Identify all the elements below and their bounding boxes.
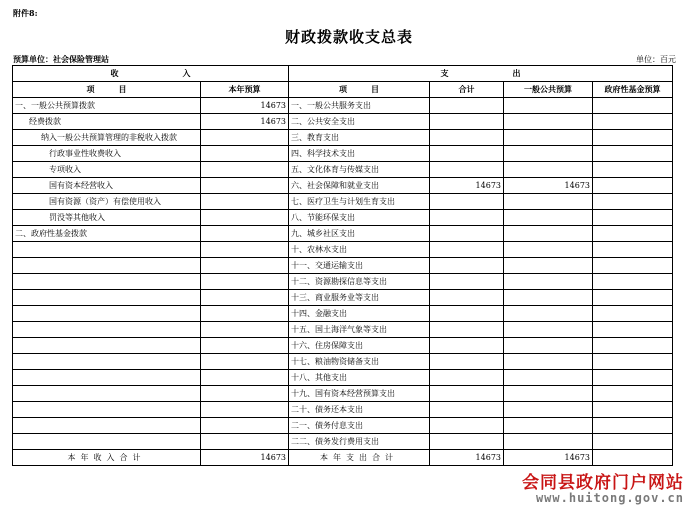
income-item-cell [13, 290, 201, 306]
expense-total-cell [430, 386, 504, 402]
table-row [13, 386, 673, 402]
expense-fund-cell [593, 274, 673, 290]
expense-fund-cell [593, 386, 673, 402]
expense-fund-cell [593, 370, 673, 386]
table-row [13, 178, 673, 194]
table-row [13, 98, 673, 114]
table-row [13, 242, 673, 258]
income-value-cell [201, 418, 289, 434]
expense-general-cell [504, 306, 593, 322]
expense-item-cell: 六、社会保障和就业支出 [289, 178, 430, 194]
income-item-cell: 国有资本经营收入 [13, 178, 201, 194]
expense-fund-cell [593, 226, 673, 242]
income-value-cell [201, 226, 289, 242]
expense-total-cell [430, 210, 504, 226]
income-item-cell [13, 322, 201, 338]
expense-fund-cell [593, 98, 673, 114]
expense-fund-cell [593, 434, 673, 450]
expense-general-cell [504, 290, 593, 306]
header-row-sub [13, 82, 673, 98]
income-value-cell [201, 178, 289, 194]
income-item-cell [13, 306, 201, 322]
income-value-cell [201, 434, 289, 450]
attachment-label: 附件8: [13, 8, 38, 18]
expense-total-label: 本年支出合计 [289, 450, 430, 466]
expense-item-cell: 二、公共安全支出 [289, 114, 430, 130]
income-value-cell [201, 306, 289, 322]
expense-total-cell [430, 402, 504, 418]
page-title: 财政拨款收支总表 [284, 28, 413, 46]
expense-total-cell [430, 418, 504, 434]
expense-item-cell: 十一、交通运输支出 [289, 258, 430, 274]
expense-fund-cell [593, 402, 673, 418]
expense-general-cell [504, 98, 593, 114]
expense-total-cell [430, 370, 504, 386]
expense-fund-cell [593, 210, 673, 226]
income-value-cell [201, 370, 289, 386]
income-item-cell [13, 370, 201, 386]
expense-general-cell [504, 210, 593, 226]
income-value-cell [201, 402, 289, 418]
income-item-cell: 纳入一般公共预算管理的非税收入拨款 [13, 130, 201, 146]
expense-total-cell [430, 306, 504, 322]
expense-general-cell [504, 226, 593, 242]
expense-total-value: 14673 [430, 450, 504, 466]
table-row [13, 130, 673, 146]
expense-item-cell: 二二、债务发行费用支出 [289, 434, 430, 450]
expense-fund-cell [593, 162, 673, 178]
income-value-cell [201, 258, 289, 274]
income-value-cell: 14673 [201, 114, 289, 130]
income-value-cell [201, 290, 289, 306]
income-header: 收 入 [13, 66, 289, 82]
income-value-cell [201, 210, 289, 226]
expense-item-cell: 十六、住房保障支出 [289, 338, 430, 354]
table-row [13, 226, 673, 242]
expense-item-cell: 一、一般公共服务支出 [289, 98, 430, 114]
expense-item-cell: 五、文化体育与传媒支出 [289, 162, 430, 178]
expense-total-cell [430, 98, 504, 114]
expense-general-cell [504, 338, 593, 354]
expense-total-cell [430, 242, 504, 258]
expense-fund-cell [593, 338, 673, 354]
expense-total-cell [430, 354, 504, 370]
income-value-cell [201, 194, 289, 210]
expense-item-cell: 九、城乡社区支出 [289, 226, 430, 242]
expense-total-cell [430, 226, 504, 242]
income-item-cell [13, 338, 201, 354]
expense-total-cell [430, 130, 504, 146]
income-item-cell: 行政事业性收费收入 [13, 146, 201, 162]
income-item-cell [13, 434, 201, 450]
income-value-cell [201, 322, 289, 338]
totals-row [13, 450, 673, 466]
expense-total-cell [430, 322, 504, 338]
total-header: 合计 [430, 82, 504, 98]
budget-unit-label: 预算单位：社会保险管理站 [13, 54, 109, 64]
expense-fund-cell [593, 114, 673, 130]
expense-fund-cell [593, 258, 673, 274]
income-value-cell [201, 354, 289, 370]
watermark-site-name: 会同县政府门户网站 [522, 473, 684, 493]
table-row [13, 258, 673, 274]
income-item-cell [13, 418, 201, 434]
income-item-cell [13, 258, 201, 274]
expense-item-cell: 七、医疗卫生与计划生育支出 [289, 194, 430, 210]
expense-fund-cell [593, 290, 673, 306]
expense-total-cell [430, 274, 504, 290]
expense-item-cell: 八、节能环保支出 [289, 210, 430, 226]
income-value-cell [201, 242, 289, 258]
income-value-cell [201, 162, 289, 178]
expense-item-cell: 十八、其他支出 [289, 370, 430, 386]
expense-general-cell [504, 370, 593, 386]
income-item-cell [13, 354, 201, 370]
income-value-cell [201, 386, 289, 402]
income-item-cell [13, 402, 201, 418]
income-value-cell [201, 274, 289, 290]
expense-fund-cell [593, 354, 673, 370]
expense-item-cell: 十七、粮油物资储备支出 [289, 354, 430, 370]
table-row [13, 194, 673, 210]
income-total-value: 14673 [201, 450, 289, 466]
expense-total-cell [430, 194, 504, 210]
income-item-cell: 国有资源（资产）有偿使用收入 [13, 194, 201, 210]
expense-item-header: 项 目 [289, 82, 430, 98]
expense-header: 支 出 [289, 66, 673, 82]
table-row [13, 210, 673, 226]
expense-general-cell [504, 258, 593, 274]
expense-total-cell [430, 434, 504, 450]
expense-general-cell [504, 418, 593, 434]
expense-general-cell [504, 354, 593, 370]
currency-unit-label: 单位：百元 [636, 55, 676, 64]
expense-item-cell: 十二、资源勘探信息等支出 [289, 274, 430, 290]
table-row [13, 370, 673, 386]
table-row [13, 306, 673, 322]
expense-general-cell [504, 194, 593, 210]
expense-item-cell: 二十、债务还本支出 [289, 402, 430, 418]
header-row-top [13, 66, 673, 82]
income-value-cell [201, 146, 289, 162]
income-item-header: 项 目 [13, 82, 201, 98]
table-row [13, 322, 673, 338]
table-row [13, 434, 673, 450]
expense-item-cell: 四、科学技术支出 [289, 146, 430, 162]
expense-fund-cell [593, 130, 673, 146]
expense-item-cell: 十四、金融支出 [289, 306, 430, 322]
income-item-cell [13, 242, 201, 258]
expense-item-cell: 三、教育支出 [289, 130, 430, 146]
table-row [13, 274, 673, 290]
general-budget-header: 一般公共预算 [504, 82, 593, 98]
table-row [13, 114, 673, 130]
income-item-cell: 罚没等其他收入 [13, 210, 201, 226]
expense-general-cell [504, 386, 593, 402]
annual-budget-header: 本年预算 [201, 82, 289, 98]
expense-total-cell [430, 146, 504, 162]
income-item-cell: 二、政府性基金拨款 [13, 226, 201, 242]
table-row [13, 162, 673, 178]
expense-general-cell [504, 162, 593, 178]
expense-general-cell [504, 274, 593, 290]
expense-general-cell [504, 402, 593, 418]
income-item-cell: 经费拨款 [13, 114, 201, 130]
expense-fund-cell [593, 194, 673, 210]
expense-fund-cell [593, 322, 673, 338]
income-item-cell: 专项收入 [13, 162, 201, 178]
expense-fund-cell [593, 242, 673, 258]
table-row [13, 338, 673, 354]
expense-item-cell: 二一、债务付息支出 [289, 418, 430, 434]
expense-fund-total-value [593, 450, 673, 466]
expense-general-cell [504, 242, 593, 258]
expense-total-cell [430, 162, 504, 178]
expense-total-cell [430, 258, 504, 274]
expense-fund-cell [593, 146, 673, 162]
expense-item-cell: 十、农林水支出 [289, 242, 430, 258]
budget-summary-table [12, 65, 673, 466]
income-value-cell [201, 338, 289, 354]
expense-fund-cell [593, 418, 673, 434]
expense-item-cell: 十九、国有资本经营预算支出 [289, 386, 430, 402]
table-row [13, 402, 673, 418]
expense-total-cell [430, 114, 504, 130]
expense-total-cell [430, 290, 504, 306]
watermark-site-url: www.huitong.gov.cn [535, 491, 684, 505]
expense-general-cell [504, 130, 593, 146]
expense-total-cell: 14673 [430, 178, 504, 194]
expense-general-cell [504, 146, 593, 162]
table-row [13, 418, 673, 434]
expense-general-cell [504, 322, 593, 338]
income-value-cell: 14673 [201, 98, 289, 114]
fund-budget-header: 政府性基金预算 [593, 82, 673, 98]
expense-item-cell: 十三、商业服务业等支出 [289, 290, 430, 306]
expense-total-cell [430, 338, 504, 354]
expense-general-cell [504, 434, 593, 450]
income-value-cell [201, 130, 289, 146]
table-row [13, 290, 673, 306]
income-item-cell [13, 386, 201, 402]
expense-general-total-value: 14673 [504, 450, 593, 466]
expense-general-cell [504, 114, 593, 130]
expense-item-cell: 十五、国土海洋气象等支出 [289, 322, 430, 338]
expense-fund-cell [593, 306, 673, 322]
table-row [13, 354, 673, 370]
income-item-cell: 一、一般公共预算拨款 [13, 98, 201, 114]
income-item-cell [13, 274, 201, 290]
income-total-label: 本年收入合计 [13, 450, 201, 466]
expense-fund-cell [593, 178, 673, 194]
expense-general-cell: 14673 [504, 178, 593, 194]
table-row [13, 146, 673, 162]
